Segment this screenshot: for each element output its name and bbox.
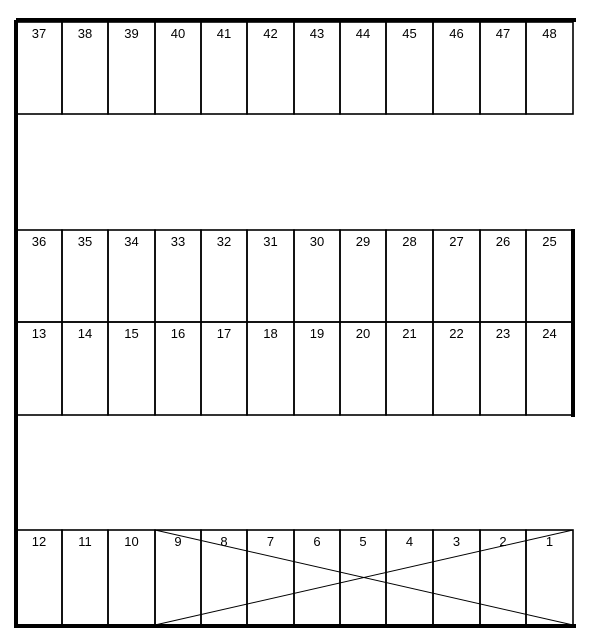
stall-number: 46: [449, 26, 464, 41]
stall-number: 36: [31, 234, 47, 249]
stall-number: 47: [495, 26, 511, 41]
stall-number: 41: [216, 26, 232, 41]
stall-number: 34: [124, 234, 139, 249]
stall-number: 44: [355, 26, 371, 41]
stall-number: 37: [31, 26, 47, 41]
stall-number: 20: [355, 326, 371, 341]
stall-number: 17: [216, 326, 232, 341]
stall-number: 48: [542, 26, 557, 41]
stall-number: 25: [542, 234, 557, 249]
stall-number: 3: [452, 534, 461, 549]
stall-number: 26: [495, 234, 511, 249]
stall-number: 33: [170, 234, 186, 249]
stall-number: 45: [402, 26, 417, 41]
row-a: [16, 22, 573, 114]
stall-number: 8: [220, 534, 228, 549]
stall-number: 14: [77, 326, 93, 341]
stall-number: 27: [449, 234, 464, 249]
stall-number: 40: [170, 26, 186, 41]
stall-number: 1: [545, 534, 554, 549]
stall-number: 23: [495, 326, 511, 341]
stall-number: 19: [309, 326, 325, 341]
stall-number: 42: [263, 26, 278, 41]
stall-number: 21: [402, 326, 417, 341]
stall-number: 13: [31, 326, 47, 341]
stall-number: 9: [174, 534, 182, 549]
stall-number: 22: [449, 326, 464, 341]
stall-number: 5: [359, 534, 367, 549]
stall-number: 11: [78, 534, 92, 549]
lot-walls: [16, 20, 576, 628]
parking-stalls: [16, 22, 573, 625]
stall-number: 15: [124, 326, 139, 341]
stall-number: 32: [216, 234, 232, 249]
stall-number: 24: [542, 326, 557, 341]
stall-number: 2: [499, 534, 507, 549]
stall-number: 28: [402, 234, 417, 249]
stall-number: 35: [77, 234, 93, 249]
row-c: [16, 322, 573, 415]
stall-number: 39: [124, 26, 139, 41]
stall-number: 12: [31, 534, 47, 549]
stall-number: 4: [405, 534, 414, 549]
stall-number: 31: [263, 234, 278, 249]
stall-number: 30: [309, 234, 325, 249]
stall-number: 10: [124, 534, 139, 549]
stall-number: 43: [309, 26, 325, 41]
stall-number: 38: [77, 26, 93, 41]
stall-number: 16: [170, 326, 186, 341]
row-d: [16, 530, 573, 625]
stall-number: 29: [355, 234, 371, 249]
stall-number: 18: [263, 326, 278, 341]
stall-number: 6: [313, 534, 321, 549]
stall-number: 7: [266, 534, 275, 549]
row-b: [16, 230, 573, 322]
